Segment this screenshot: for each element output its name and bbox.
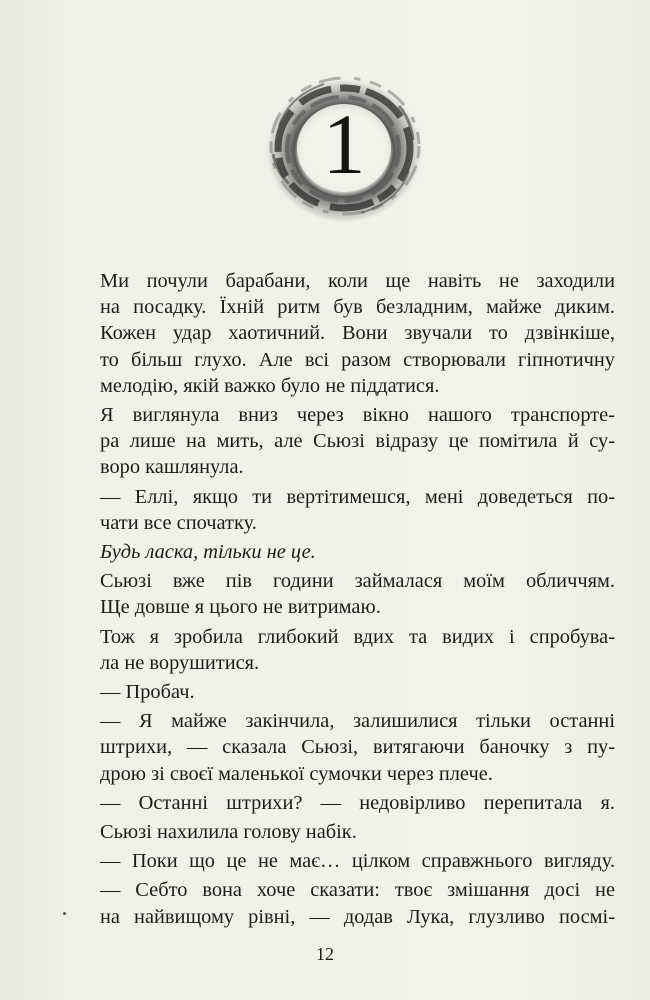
page-number: 12 — [316, 944, 334, 964]
text-line: мелодію, якій важко було не піддатися. — [100, 374, 440, 397]
paper-speck — [63, 912, 66, 915]
text-line: Будь ласка, тільки не це. — [100, 541, 316, 564]
text-line: Сьюзі вже пів години займалася моїм обличчям. — [100, 570, 615, 593]
text-line: Тож я зробила глибокий вдих та видих і спробува- — [100, 625, 615, 648]
text-line: на найвищому рівні, — додав Лука, глузливо посмі- — [100, 905, 615, 928]
text-line: Кожен удар хаотичний. Вони звучали то дзвінкіше, — [100, 322, 615, 345]
chapter-number: 1 — [322, 96, 366, 192]
text-line: воро кашлянула. — [100, 456, 244, 479]
text-line: ла не ворушитися. — [100, 651, 260, 674]
text-line: ра лише на мить, але Сьюзі відразу це помітила й су- — [100, 430, 615, 453]
text-line: Ще довше я цього не витримаю. — [100, 596, 381, 619]
text-line: — Я майже закінчила, залишилися тільки останні — [100, 710, 615, 733]
text-line: дрою зі своєї маленької сумочки через плече. — [100, 762, 493, 785]
body-text — [100, 268, 615, 930]
text-line: то більш глухо. Але всі разом створювали гіпнотичну — [100, 348, 615, 371]
text-line: — Останні штрихи? — недовірливо перепитала я. — [100, 791, 615, 814]
text-line: — Еллі, якщо ти вертітимешся, мені доведеться по- — [100, 485, 615, 508]
text-line: — Пробач. — [100, 681, 195, 704]
text-line: чати все спочатку. — [100, 511, 257, 534]
text-line: на посадку. Їхній ритм був безладним, майже диким. — [100, 296, 615, 319]
text-line: штрихи, — сказала Сьюзі, витягаючи баночку з пу- — [100, 736, 615, 759]
text-line: Ми почули барабани, коли ще навіть не заходили — [100, 270, 615, 292]
text-line: — Поки що це не має… цілком справжнього вигляду. — [100, 850, 615, 873]
text-line: — Себто вона хоче сказати: твоє змішання досі не — [100, 879, 615, 902]
text-line: Сьюзі нахилила голову набік. — [100, 821, 357, 844]
text-line: Я виглянула вниз через вікно нашого транспорте- — [100, 404, 615, 427]
